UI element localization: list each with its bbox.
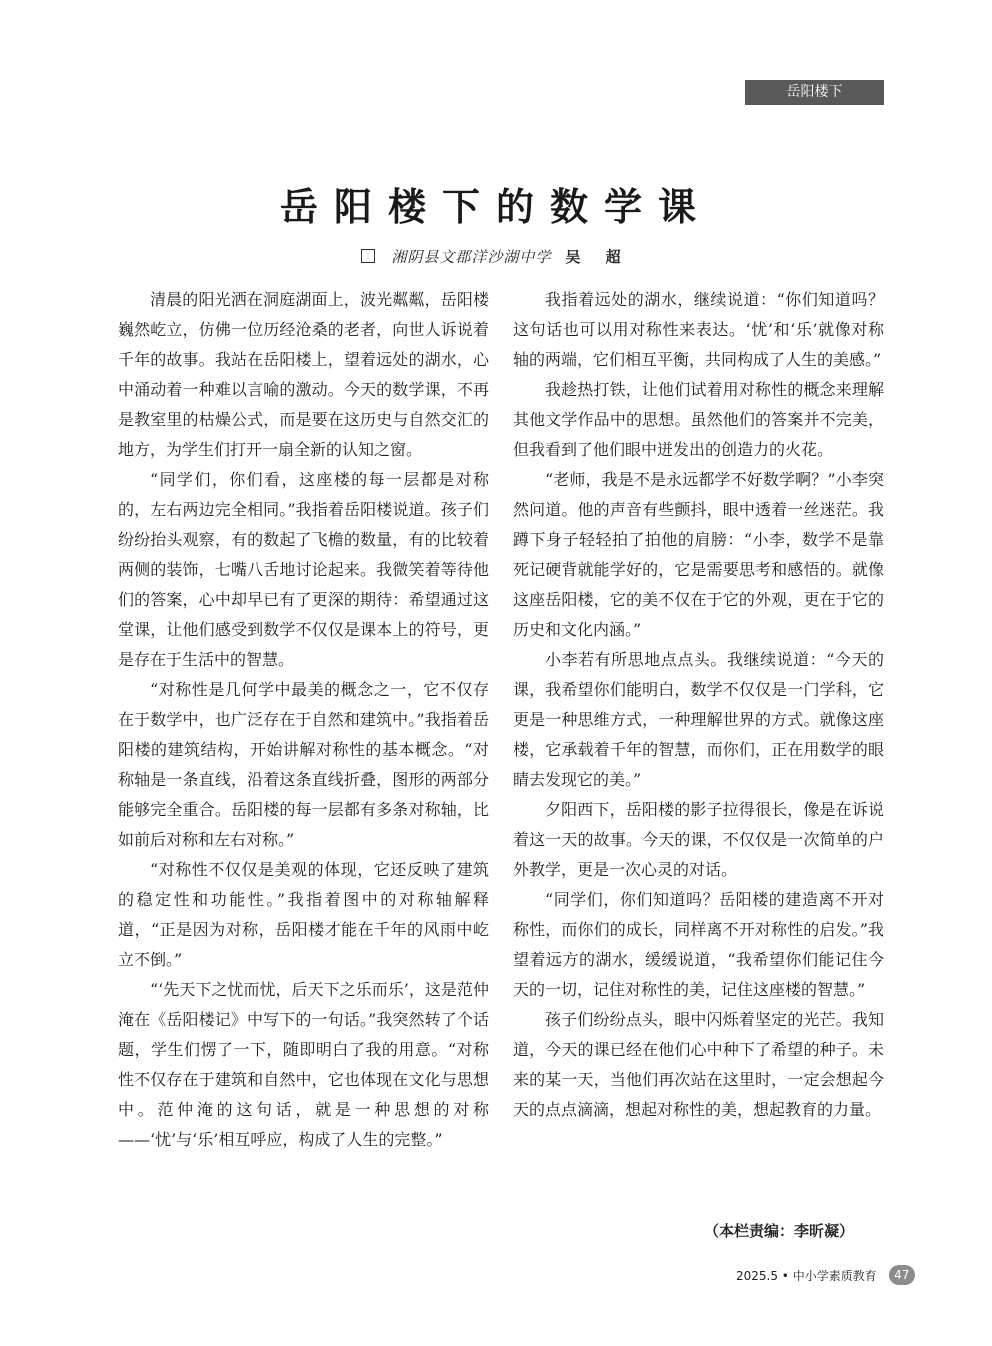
article-title: 岳阳楼下的数学课 <box>279 184 712 229</box>
paragraph: 小李若有所思地点点头。我继续说道：“今天的课，我希望你们能明白，数学不仅仅是一门学科，它更是一种思维方式，一种理解世界的方式。就像这座楼，它承载着千年的智慧，而你们，正在用数学的眼睛去发现它的美。” <box>513 650 884 789</box>
paragraph: 我趁热打铁，让他们试着用对称性的概念来理解其他文学作品中的思想。虽然他们的答案并不完美，但我看到了他们眼中迸发出的创造力的火花。 <box>513 380 884 459</box>
right-column <box>513 285 884 1125</box>
author-school: 湘阴县文郡洋沙湖中学 <box>391 248 552 266</box>
page-footer <box>736 1264 915 1286</box>
paragraph: 夕阳西下，岳阳楼的影子拉得很长，像是在诉说着这一天的故事。今天的课，不仅仅是一次简单的户外教学，更是一次心灵的对话。 <box>513 800 884 879</box>
paragraph: 清晨的阳光洒在洞庭湖面上，波光粼粼，岳阳楼巍然屹立，仿佛一位历经沧桑的老者，向世人诉说着千年的故事。我站在岳阳楼上，望着远处的湖水，心中涌动着一种难以言喻的激动。今天的数学课，不再是教室里的枯燥公式，而是要在这历史与自然交汇的地方，为学生们打开一扇全新的认知之窗。 <box>118 290 489 459</box>
paragraph: “同学们，你们看，这座楼的每一层都是对称的，左右两边完全相同。”我指着岳阳楼说道。孩子们纷纷抬头观察，有的数起了飞檐的数量，有的比较着两侧的装饰，七嘴八舌地讨论起来。我微笑着等待他们的答案，心中却早已有了更深的期待：希望通过这堂课，让他们感受到数学不仅仅是课本上的符号，更是存在于生活中的智慧。 <box>118 470 489 669</box>
square-icon <box>361 249 375 263</box>
paragraph: “对称性不仅仅是美观的体现，它还反映了建筑的稳定性和功能性。”我指着图中的对称轴解释道，“正是因为对称，岳阳楼才能在千年的风雨中屹立不倒。” <box>118 860 489 969</box>
paragraph: “老师，我是不是永远都学不好数学啊？”小李突然问道。他的声音有些颤抖，眼中透着一丝迷茫。我蹲下身子轻轻拍了拍他的肩膀：“小李，数学不是靠死记硬背就能学好的，它是需要思考和感悟的。就像这座岳阳楼，它的美不仅在于它的外观，更在于它的历史和文化内涵。” <box>513 470 884 639</box>
paragraph: 我指着远处的湖水，继续说道：“你们知道吗？这句话也可以用对称性来表达。‘忧’和‘乐’就像对称轴的两端，它们相互平衡，共同构成了人生的美感。” <box>513 290 884 369</box>
editor-note: （本栏责编：李昕凝） <box>704 1222 855 1240</box>
left-column <box>118 285 489 1155</box>
paragraph: “‘先天下之忧而忧，后天下之乐而乐’，这是范仲淹在《岳阳楼记》中写下的一句话。”我突然转了个话题，学生们愣了一下，随即明白了我的用意。“对称性不仅存在于建筑和自然中，它也体现在文化与思想中。范仲淹的这句话，就是一种思想的对称——‘忧’与‘乐’相互呼应，构成了人生的完整。” <box>118 980 489 1149</box>
issue-label: 2025.5 • 中小学素质教育 <box>736 1268 877 1283</box>
paragraph: “同学们，你们知道吗？岳阳楼的建造离不开对称性，而你们的成长，同样离不开对称性的启发。”我望着远方的湖水，缓缓说道，“我希望你们能记住今天的一切，记住对称性的美，记住这座楼的智慧。” <box>513 890 884 999</box>
page-number: 47 <box>889 1265 915 1285</box>
byline <box>0 246 992 267</box>
author-name: 吴 超 <box>565 248 631 266</box>
section-tag: 岳阳楼下 <box>745 80 884 105</box>
paragraph: 孩子们纷纷点头，眼中闪烁着坚定的光芒。我知道，今天的课已经在他们心中种下了希望的种子。未来的某一天，当他们再次站在这里时，一定会想起今天的点点滴滴，想起对称性的美，想起教育的力量。 <box>513 1010 884 1119</box>
paragraph: “对称性是几何学中最美的概念之一，它不仅存在于数学中，也广泛存在于自然和建筑中。”我指着岳阳楼的建筑结构，开始讲解对称性的基本概念。“对称轴是一条直线，沿着这条直线折叠，图形的两部分能够完全重合。岳阳楼的每一层都有多条对称轴，比如前后对称和左右对称。” <box>118 680 489 849</box>
